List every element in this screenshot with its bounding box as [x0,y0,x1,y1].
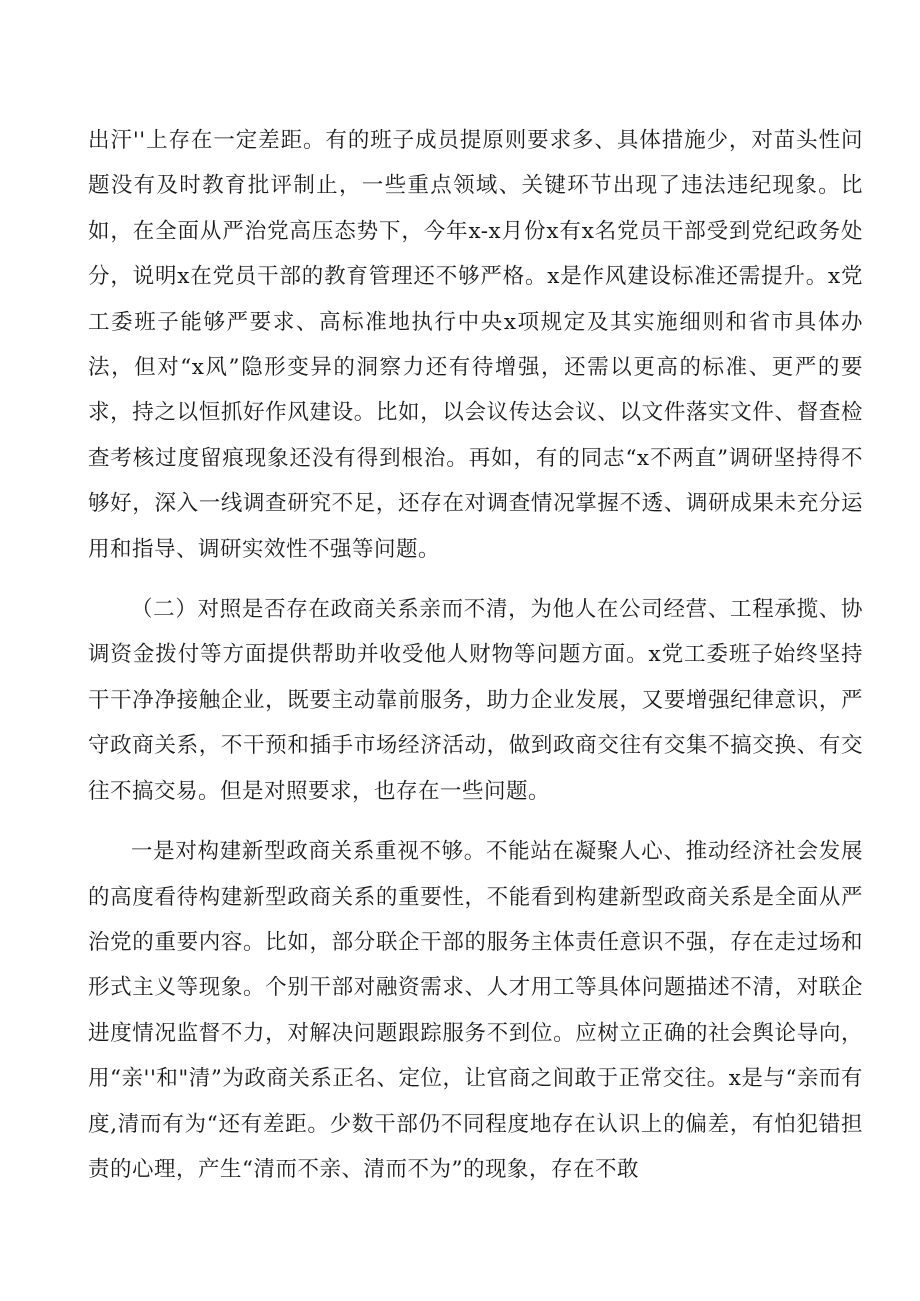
paragraph-1: 出汗''上存在一定差距。有的班子成员提原则要求多、具体措施少，对苗头性问题没有及时教育批评制止，一些重点领域、关键环节出现了违法违纪现象。比如，在全面从严治党高压态势下，今年x-x月份x有x名党员干部受到党纪政务处分，说明x在党员干部的教育管理还不够严格。x是作风建设标准还需提升。x党工委班子能够严要求、高标准地执行中央x项规定及其实施细则和省市具体办法，但对“x风”隐形变异的洞察力还有待增强，还需以更高的标准、更严的要求，持之以恒抓好作风建设。比如，以会议传达会议、以文件落实文件、督查检查考核过度留痕现象还没有得到根治。再如，有的同志“x不两直”调研坚持得不够好，深入一线调查研究不足，还存在对调查情况掌握不透、调研成果未充分运用和指导、调研实效性不强等问题。 [88,128,863,562]
paragraph-2: （二）对照是否存在政商关系亲而不清，为他人在公司经营、工程承揽、协调资金拨付等方面提供帮助并收受他人财物等问题方面。x党工委班子始终坚持干干净净接触企业，既要主动靠前服务，助力企业发展，又要增强纪律意识，严守政商关系，不干预和插手市场经济活动，做到政商交往有交集不搞交换、有交往不搞交易。但是对照要求，也存在一些问题。 [88,597,863,804]
paragraph-3: 一是对构建新型政商关系重视不够。不能站在凝聚人心、推动经济社会发展的高度看待构建新型政商关系的重要性，不能看到构建新型政商关系是全面从严治党的重要内容。比如，部分联企干部的服务主体责任意识不强，存在走过场和形式主义等现象。个别干部对融资需求、人才用工等具体问题描述不清，对联企进度情况监督不力，对解决问题跟踪服务不到位。应树立正确的社会舆论导向，用“亲''和"清”为政商关系正名、定位，让官商之间敢于正常交往。x是与“亲而有度,清而有为“还有差距。少数干部仍不同程度地存在认识上的偏差，有怕犯错担责的心理，产生“清而不亲、清而不为”的现象，存在不敢 [88,839,863,1182]
document-body [88,118,863,1192]
